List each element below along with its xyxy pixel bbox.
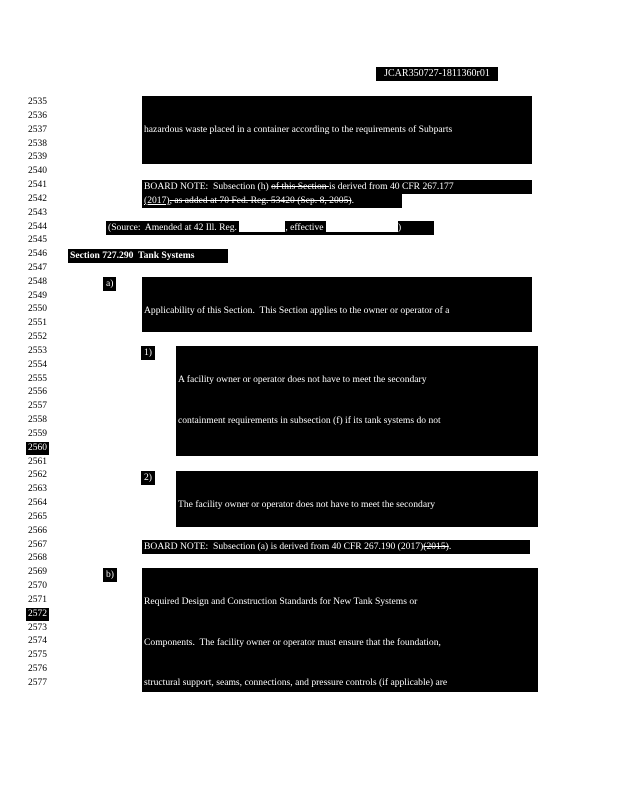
board-note-h-line2 [142,194,402,208]
subsection-label-a2: 2) [141,471,155,485]
source-note [106,221,434,235]
subsection-label-a: a) [103,277,116,291]
deleted-text: of this Section [271,181,329,192]
line-number: 2546 [28,249,47,260]
paragraph-line: hazardous waste placed in a container according to the requirements of Subparts [144,124,453,135]
line-number: 2539 [28,152,47,163]
line-number: 2553 [28,345,47,356]
deleted-text: (2015) [423,541,449,552]
paragraph-line: A facility owner or operator does not have to meet the secondary [178,374,427,385]
board-note-text: . [448,541,452,552]
line-number: 2538 [28,138,47,149]
line-number: 2565 [28,511,47,522]
line-number: 2575 [28,650,47,661]
line-number: 2536 [28,110,47,121]
line-number: 2544 [28,221,47,232]
source-prefix: (Source: Amended at 42 Ill. Reg. [108,222,240,233]
line-number: 2554 [28,359,47,370]
line-number: 2545 [28,235,47,246]
board-note-h [142,180,532,194]
line-number: 2574 [28,636,47,647]
line-number: 2556 [28,387,47,398]
subsection-a2-text [176,471,538,527]
paragraph-line: Components. The facility owner or operator must ensure that the foundation, [144,636,441,648]
line-number: 2540 [28,166,47,177]
paragraph-line: structural support, seams, connections, and pressure controls (if applicable) are [144,677,448,688]
line-number: 2564 [28,498,47,509]
line-number: 2555 [28,373,47,384]
source-middle: , effective [285,222,326,233]
line-number: 2560 [26,442,49,456]
paragraph-continued [142,96,532,164]
line-number: 2549 [28,290,47,301]
paragraph-line [178,454,538,456]
line-number: 2559 [28,428,47,439]
line-number: 2571 [28,594,47,605]
paragraph-line: containment requirements in subsection (f) if its tank systems do not [178,414,441,426]
line-number: 2558 [28,415,47,426]
paragraph-line: The facility owner or operator does not have to meet the secondary [178,499,436,510]
deleted-text: , as added at 70 Fed. Reg. 53420 (Sep. 8, 2005) [169,195,352,206]
line-number: 2562 [28,470,47,481]
line-number: 2569 [28,567,47,578]
line-number: 2548 [28,276,47,287]
blank-register-cite [239,221,285,232]
line-number: 2577 [28,677,47,688]
subsection-a1-text [176,346,538,456]
board-note-text: . [351,195,354,206]
section-heading: Section 727.290 Tank Systems [68,249,228,263]
board-note-a [142,540,530,554]
line-number: 2537 [28,124,47,135]
subsection-label-a1: 1) [141,346,155,360]
board-note-text: BOARD NOTE: Subsection (h) [144,181,272,192]
paragraph-line: Required Design and Construction Standards for New Tank Systems or [144,596,418,607]
subsection-a-text [142,277,532,332]
line-number: 2551 [28,318,47,329]
line-number: 2563 [28,484,47,495]
board-note-text: BOARD NOTE: Subsection (a) is derived from 40 CFR 267.190 (2017) [144,541,424,552]
line-number: 2552 [28,332,47,343]
line-number: 2561 [28,456,47,467]
line-number: 2550 [28,304,47,315]
blank-effective-date [326,221,398,232]
paragraph-line: Applicability of this Section. This Section applies to the owner or operator of a [144,305,450,316]
line-number: 2542 [28,193,47,204]
line-number: 2557 [28,401,47,412]
inserted-text: (2017) [144,195,170,206]
line-number: 2541 [28,180,47,190]
line-number: 2568 [28,553,47,564]
document-id: JCAR350727-1811360r01 [376,67,498,81]
line-number: 2547 [28,263,47,273]
subsection-label-b: b) [103,568,117,582]
subsection-b-text [142,568,538,692]
source-suffix: ) [397,222,402,233]
line-number: 2543 [28,207,47,218]
line-number: 2572 [26,608,49,622]
board-note-text: is derived from 40 CFR 267.177 [328,181,454,192]
line-number: 2576 [28,664,47,674]
line-number: 2570 [28,581,47,591]
line-number: 2566 [28,525,47,536]
paragraph-line [144,164,532,165]
line-number: 2535 [28,97,47,107]
line-number: 2567 [28,539,47,550]
line-number: 2573 [28,622,47,633]
